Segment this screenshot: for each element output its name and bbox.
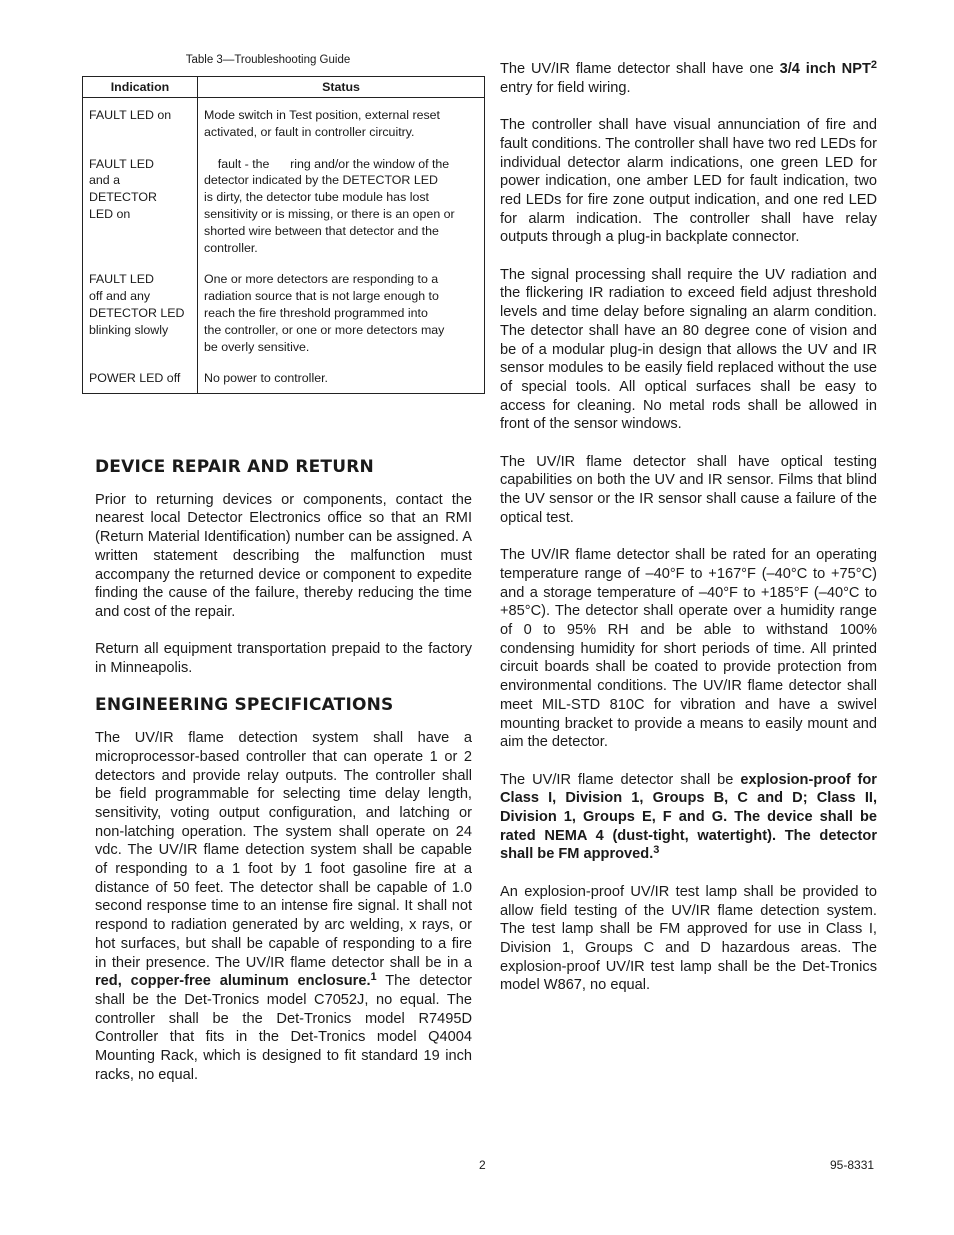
- status-line: No power to controller.: [204, 371, 328, 386]
- engineering-paragraph: The UV/IR flame detector shall have optical testing capabilities on both the UV and IR sensor. Films that blind the UV sensor or the IR sensor shall cause a failure of the optical test.: [500, 453, 877, 526]
- status-line: sensitivity or is missing, or there is an open or: [204, 206, 455, 221]
- status-line: radiation source that is not large enough to: [204, 289, 439, 304]
- repair-heading: DEVICE REPAIR AND RETURN: [95, 457, 374, 477]
- indication-cell: [83, 271, 198, 370]
- engineering-paragraph: The UV/IR flame detector shall be rated for an operating temperature range of –40°F to +167°F (–40°C to +75°C) and a storage temperature of –40°F to +185°F (–40°C to +85°C). The detector shall operate over a humidity range of 0 to 95% RH and be able to withstand 100% condensing humidity for short periods of time. All printed circuit boards shall be coated to provide protection from environmental conditions. The UV/IR flame detector shall meet MIL-STD 810C for vibration and have a swivel mounting bracket to provide a means to easily mount and aim the detector.: [500, 547, 877, 751]
- status-line: Mode switch in Test position, external reset: [204, 108, 440, 122]
- indication-line: and a: [89, 173, 121, 188]
- indication-line: POWER LED off: [89, 371, 181, 386]
- indication-line: LED on: [89, 206, 131, 221]
- indication-cell: [83, 98, 198, 156]
- status-line: is dirty, the detector tube module has lost: [204, 190, 429, 205]
- indication-line: FAULT LED: [89, 156, 154, 171]
- troubleshooting-table: [82, 76, 485, 394]
- left-column: [95, 458, 472, 1103]
- table-caption: Table 3—Troubleshooting Guide: [185, 54, 351, 66]
- indication-line: DETECTOR LED: [89, 305, 185, 320]
- status-cell: [198, 98, 485, 156]
- status-line: detector indicated by the DETECTOR LED: [204, 173, 438, 188]
- indication-line: FAULT LED on: [89, 108, 172, 122]
- engineering-paragraph: The UV/IR flame detection system shall have a microprocessor-based controller that can operate 1 or 2 detectors and provide relay outputs. The controller shall be field programmable for selecting time delay length, sensitivity, voting output configuration, and latching or non-latching operation. The system shall operate on 24 vdc. The UV/IR flame detection system shall be capable of responding to a 1 foot by 1 foot gasoline fire at a distance of 50 feet. The detector shall be capable of 1.0 second response time to an intense fire signal. It shall not respond to radiation generated by arc welding, x rays, or hot surfaces, but shall be capable of responding to a fire in their presence. The UV/IR flame detector shall be in a red, copper-free aluminum enclosure.$^1$ The detector shall be the Det-Tronics model C7052J, no equal. The controller shall be the Det-Tronics model R7495D Controller that fits in the Det-Tronics model Q4004 Mounting Rack, which is designed to fit standard 19 inch racks, no equal.: [95, 730, 472, 1083]
- status-line: be overly sensitive.: [204, 339, 310, 354]
- status-cell: [198, 370, 485, 393]
- status-line: controller.: [204, 240, 258, 255]
- table-row: [83, 370, 485, 393]
- troubleshooting-table-body: [83, 98, 485, 394]
- engineering-paragraph: The controller shall have visual annunciation of fire and fault conditions. The controller shall have two red LEDs for individual detector alarm indications, one green LED for power indication, one amber LED for fault indication, two red LEDs for fire zone output indication, and one red LED for alarm indication. The controller shall have relay outputs through a plug-in backplate connector.: [500, 117, 877, 246]
- status-line: the controller, or one or more detectors may: [204, 322, 445, 337]
- indication-cell: [83, 370, 198, 393]
- status-cell: [198, 271, 485, 370]
- indication-line: blinking slowly: [89, 322, 169, 337]
- table-row: [83, 271, 485, 370]
- engineering-paragraph: An explosion-proof UV/IR test lamp shall be provided to allow field testing of the UV/IR flame detection system. The test lamp shall be FM approved for use in Class I, Division 1, Groups C and D hazardous areas. The explosion-proof UV/IR test lamp shall be the Det-Tronics model W867, no equal.: [500, 883, 877, 994]
- status-line: shorted wire between that detector and the: [204, 223, 439, 238]
- engineering-paragraph: The UV/IR flame detector shall have one 3/4 inch NPT$^2$ entry for field wiring.: [500, 59, 877, 96]
- repair-paragraph: Prior to returning devices or components, contact the nearest local Detector Electronics office so that an RMI (Return Material Identification) number can be assigned. A written statement describing the malfunction must accompany the returned device or component to expedite finding the cause of the failure, thereby reducing the time and cost of the repair.: [95, 491, 472, 620]
- indication-cell: [83, 156, 198, 272]
- status-line: fault - the ring and/or the window of the: [204, 156, 450, 171]
- indication-line: FAULT LED: [89, 272, 154, 287]
- engineering-paragraph: The signal processing shall require the UV radiation and the flickering IR radiation to exceed field adjust threshold levels and time delay before signaling an alarm condition. The detector shall have an 80 degree cone of vision and be of a modular plug-in design that allows the UV and IR sensor modules to be easily field replaced without the use of special tools. All optical surfaces shall be easy to access for cleaning. No metal rods shall be allowed in front of the sensor windows.: [500, 266, 877, 433]
- status-line: activated, or fault in controller circuitry.: [204, 124, 415, 139]
- page-number: 2: [479, 1158, 486, 1172]
- document-number: 95-8331: [830, 1158, 875, 1172]
- engineering-heading: ENGINEERING SPECIFICATIONS: [95, 695, 394, 716]
- column-header-status: Status: [198, 77, 485, 98]
- repair-paragraph: Return all equipment transportation prepaid to the factory in Minneapolis.: [95, 641, 472, 677]
- table-row: [83, 156, 485, 272]
- table-row: [83, 98, 485, 156]
- right-column: [500, 60, 877, 1014]
- indication-line: off and any: [89, 289, 151, 304]
- status-line: reach the fire threshold programmed into: [204, 305, 428, 320]
- engineering-paragraph: The UV/IR flame detector shall be explosion-proof for Class I, Division 1, Groups B, C and D; Class II, Division 1, Groups E, F and G. The device shall be rated NEMA 4 (dust-tight, watertight). The detector shall be FM approved.$^3$: [500, 771, 877, 863]
- status-line: One or more detectors are responding to a: [204, 272, 439, 287]
- indication-line: DETECTOR: [89, 190, 157, 205]
- status-cell: [198, 156, 485, 272]
- column-header-indication: Indication: [83, 77, 198, 98]
